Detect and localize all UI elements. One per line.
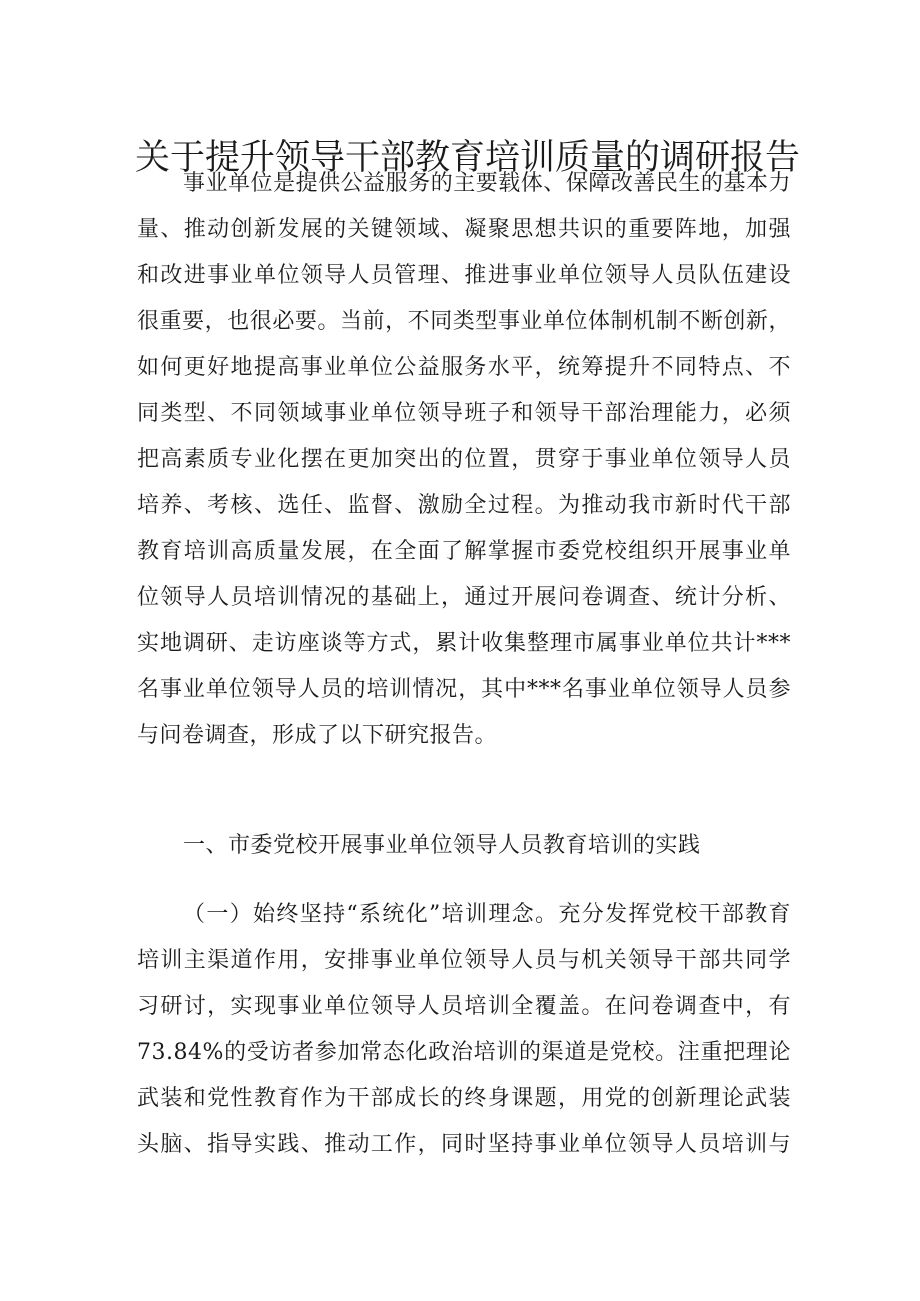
paragraph-line: 同类型、不同领域事业单位领导班子和领导干部治理能力，必须 xyxy=(137,401,791,426)
paragraph-line: 实地调研、走访座谈等方式，累计收集整理市属事业单位共计*** xyxy=(137,631,791,656)
paragraph-line: 量、推动创新发展的关键领域、凝聚思想共识的重要阵地，加强 xyxy=(137,217,791,242)
section-heading xyxy=(137,823,791,869)
paragraph-line: 教育培训高质量发展，在全面了解掌握市委党校组织开展事业单 xyxy=(137,539,791,564)
paragraph-line: 培训主渠道作用，安排事业单位领导人员与机关领导干部共同学 xyxy=(137,948,791,973)
paragraph-line: 事业单位是提供公益服务的主要载体、保障改善民生的基本力 xyxy=(183,171,791,196)
section-heading-text: 一、市委党校开展事业单位领导人员教育培训的实践 xyxy=(183,833,701,858)
paragraph-line: 把高素质专业化摆在更加突出的位置，贯穿于事业单位领导人员 xyxy=(137,447,791,472)
paragraph-line: （一）始终坚持“系统化”培训理念。充分发挥党校干部教育 xyxy=(183,902,791,927)
paragraph-line: 习研讨，实现事业单位领导人员培训全覆盖。在问卷调查中，有 xyxy=(137,994,791,1019)
paragraph-line: 武装和党性教育作为干部成长的终身课题，用党的创新理论武装 xyxy=(137,1086,791,1111)
paragraph-line: 位领导人员培训情况的基础上，通过开展问卷调查、统计分析、 xyxy=(137,585,791,610)
paragraph-line: 很重要，也很必要。当前，不同类型事业单位体制机制不断创新， xyxy=(137,309,791,334)
section-paragraph xyxy=(137,892,791,1168)
paragraph-line: 培养、考核、选任、监督、激励全过程。为推动我市新时代干部 xyxy=(137,493,791,518)
document-title: 关于提升领导干部教育培训质量的调研报告 xyxy=(135,138,801,178)
paragraph-line: 与问卷调查，形成了以下研究报告。 xyxy=(137,723,498,748)
paragraph-line: 名事业单位领导人员的培训情况，其中***名事业单位领导人员参 xyxy=(137,677,791,702)
paragraph-line: 如何更好地提高事业单位公益服务水平，统筹提升不同特点、不 xyxy=(137,355,791,380)
paragraph-line: 和改进事业单位领导人员管理、推进事业单位领导人员队伍建设 xyxy=(137,263,791,288)
paragraph-line: 73.84%的受访者参加常态化政治培训的渠道是党校。注重把理论 xyxy=(137,1040,791,1065)
intro-paragraph xyxy=(137,161,791,759)
paragraph-line: 头脑、指导实践、推动工作，同时坚持事业单位领导人员培训与 xyxy=(137,1132,791,1157)
